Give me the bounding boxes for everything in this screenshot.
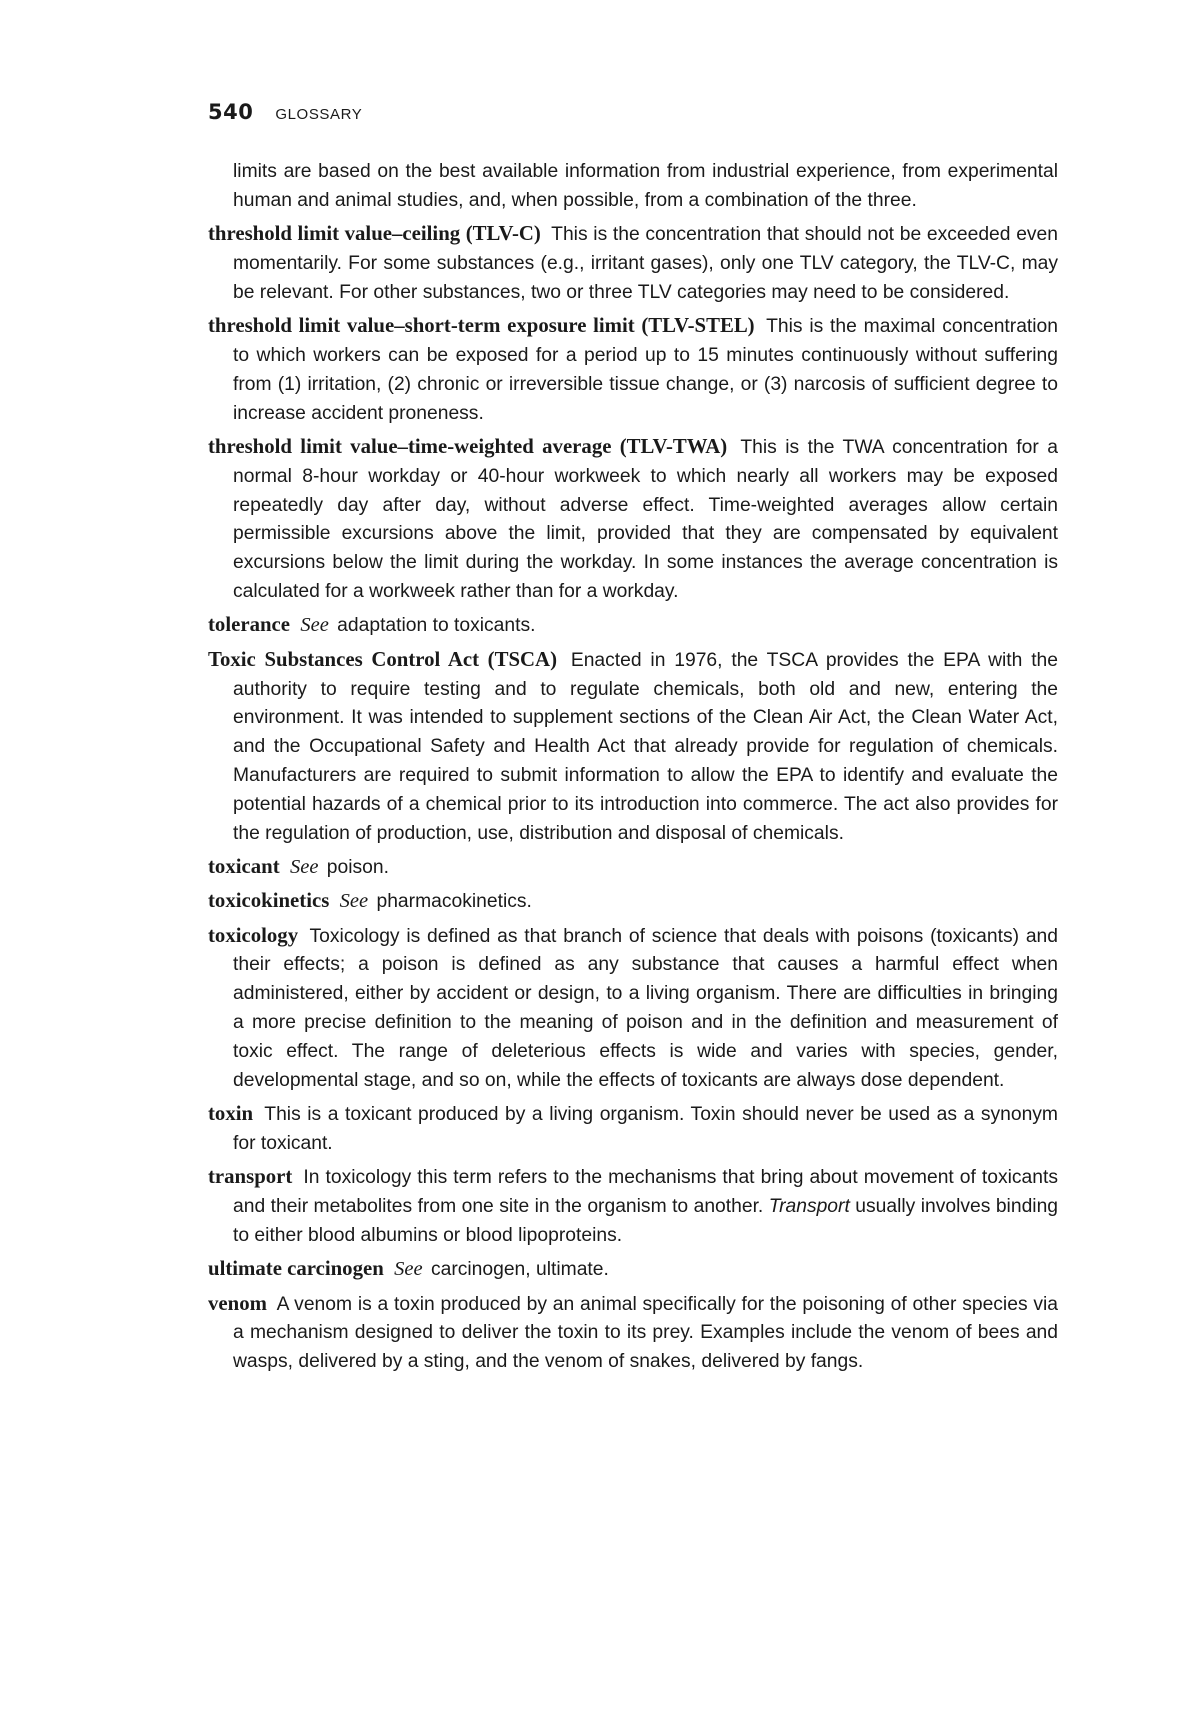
entry-toxicology bbox=[208, 922, 1058, 1096]
entry-tlv-c bbox=[208, 220, 1058, 307]
entry-term: threshold limit value–time-weighted average (TLV-TWA) bbox=[208, 434, 728, 458]
entry-tlv-stel bbox=[208, 312, 1058, 428]
entry-definition: poison. bbox=[326, 856, 389, 878]
entry-venom bbox=[208, 1290, 1058, 1377]
glossary-entries bbox=[208, 158, 1058, 1377]
entry-term: Toxic Substances Control Act (TSCA) bbox=[208, 647, 557, 671]
entry-definition-tail: usually involves binding to either blood albumins or blood lipoproteins. bbox=[233, 1196, 1059, 1246]
entry-definition: Toxicology is defined as that branch of science that deals with poisons (toxicants) and their effects; a poison is defined as any substance that causes a harmful effect when administered, either by accident or design, to a living organism. There are difficulties in bringing a more precise definition to the meaning of poison and in the definition and measurement of toxic effect. The range of deleterious effects is wide and varies with species, gender, developmental stage, and so on, while the effects of toxicants are always dose dependent. bbox=[233, 925, 1058, 1091]
entry-toxicokinetics bbox=[208, 887, 1058, 917]
entry-term: transport bbox=[208, 1165, 293, 1189]
italic-term-transport: Transport bbox=[768, 1196, 850, 1218]
entry-term: venom bbox=[208, 1291, 267, 1315]
entry-term: toxicokinetics bbox=[208, 889, 330, 913]
see-reference-label: See bbox=[394, 1258, 423, 1281]
entry-term: tolerance bbox=[208, 613, 290, 637]
entry-tlv-twa bbox=[208, 433, 1058, 607]
running-head bbox=[208, 100, 1058, 140]
see-reference-label: See bbox=[289, 855, 319, 878]
continued-entry-text bbox=[208, 158, 1058, 216]
continued-definition: limits are based on the best available information from industrial experience, from experimental human and animal studies, and, when possible, from a combination of the three. bbox=[233, 161, 1058, 211]
see-reference-label: See bbox=[300, 614, 329, 637]
entry-term: threshold limit value–ceiling (TLV-C) bbox=[208, 222, 541, 246]
entry-definition: This is the maximal concentration to which workers can be exposed for a period up to 15 minutes continuously without suffering from (1) irritation, (2) chronic or irreversible tissue change, or (3) narcosis of sufficient degree to increase accident proneness. bbox=[233, 316, 1059, 424]
entry-tolerance bbox=[208, 611, 1058, 641]
entry-toxin bbox=[208, 1100, 1058, 1159]
entry-term: toxicology bbox=[208, 923, 299, 947]
section-title: GLOSSARY bbox=[275, 106, 363, 123]
entry-term: threshold limit value–short-term exposure limit (TLV-STEL) bbox=[208, 314, 755, 338]
entry-definition: This is the concentration that should not be exceeded even momentarily. For some substances (e.g., irritant gases), only one TLV category, the TLV-C, may be relevant. For other substances, two or three TLV categories may need to be considered. bbox=[233, 224, 1059, 303]
page-number: 540 bbox=[208, 100, 254, 124]
entry-definition: pharmacokinetics. bbox=[376, 891, 532, 913]
entry-definition: Enacted in 1976, the TSCA provides the EPA with the authority to require testing and to regulate chemicals, both old and new, entering the environment. It was intended to supplement sections of the Clean Air Act, the Clean Water Act, and the Occupational Safety and Health Act that already provide for regulation of chemicals. Manufacturers are required to submit information to allow the EPA to identify and evaluate the potential hazards of a chemical prior to its introduction into commerce. The act also provides for the regulation of production, use, distribution and disposal of chemicals. bbox=[233, 649, 1058, 844]
entry-definition: adaptation to toxicants. bbox=[337, 615, 536, 637]
entry-ultimate-carcinogen bbox=[208, 1255, 1058, 1285]
entry-definition: A venom is a toxin produced by an animal specifically for the poisoning of other species via a mechanism designed to deliver the toxin to its prey. Examples include the venom of bees and wasps, delivered by a sting, and the venom of snakes, delivered by fangs. bbox=[233, 1293, 1058, 1373]
entry-term: toxin bbox=[208, 1102, 254, 1126]
entry-definition: This is the TWA concentration for a normal 8-hour workday or 40-hour workweek to which nearly all workers may be exposed repeatedly day after day, without adverse effect. Time-weighted averages allow certain permissible excursions above the limit, provided that they are compensated by equivalent excursions below the limit during the workday. In some instances the average concentration is calculated for a workweek rather than for a workday. bbox=[233, 436, 1058, 602]
entry-term: toxicant bbox=[208, 854, 280, 878]
entry-definition: In toxicology this term refers to the mechanisms that bring about movement of toxicants and their metabolites from one site in the organism to another. bbox=[233, 1167, 1058, 1218]
entry-tsca bbox=[208, 646, 1058, 849]
glossary-page bbox=[208, 100, 1058, 1382]
entry-term: ultimate carcinogen bbox=[208, 1257, 384, 1281]
entry-toxicant bbox=[208, 853, 1058, 883]
entry-definition: carcinogen, ultimate. bbox=[430, 1259, 609, 1281]
entry-definition: This is a toxicant produced by a living organism. Toxin should never be used as a synonym for toxicant. bbox=[233, 1104, 1058, 1154]
entry-transport bbox=[208, 1163, 1058, 1250]
see-reference-label: See bbox=[339, 890, 369, 913]
